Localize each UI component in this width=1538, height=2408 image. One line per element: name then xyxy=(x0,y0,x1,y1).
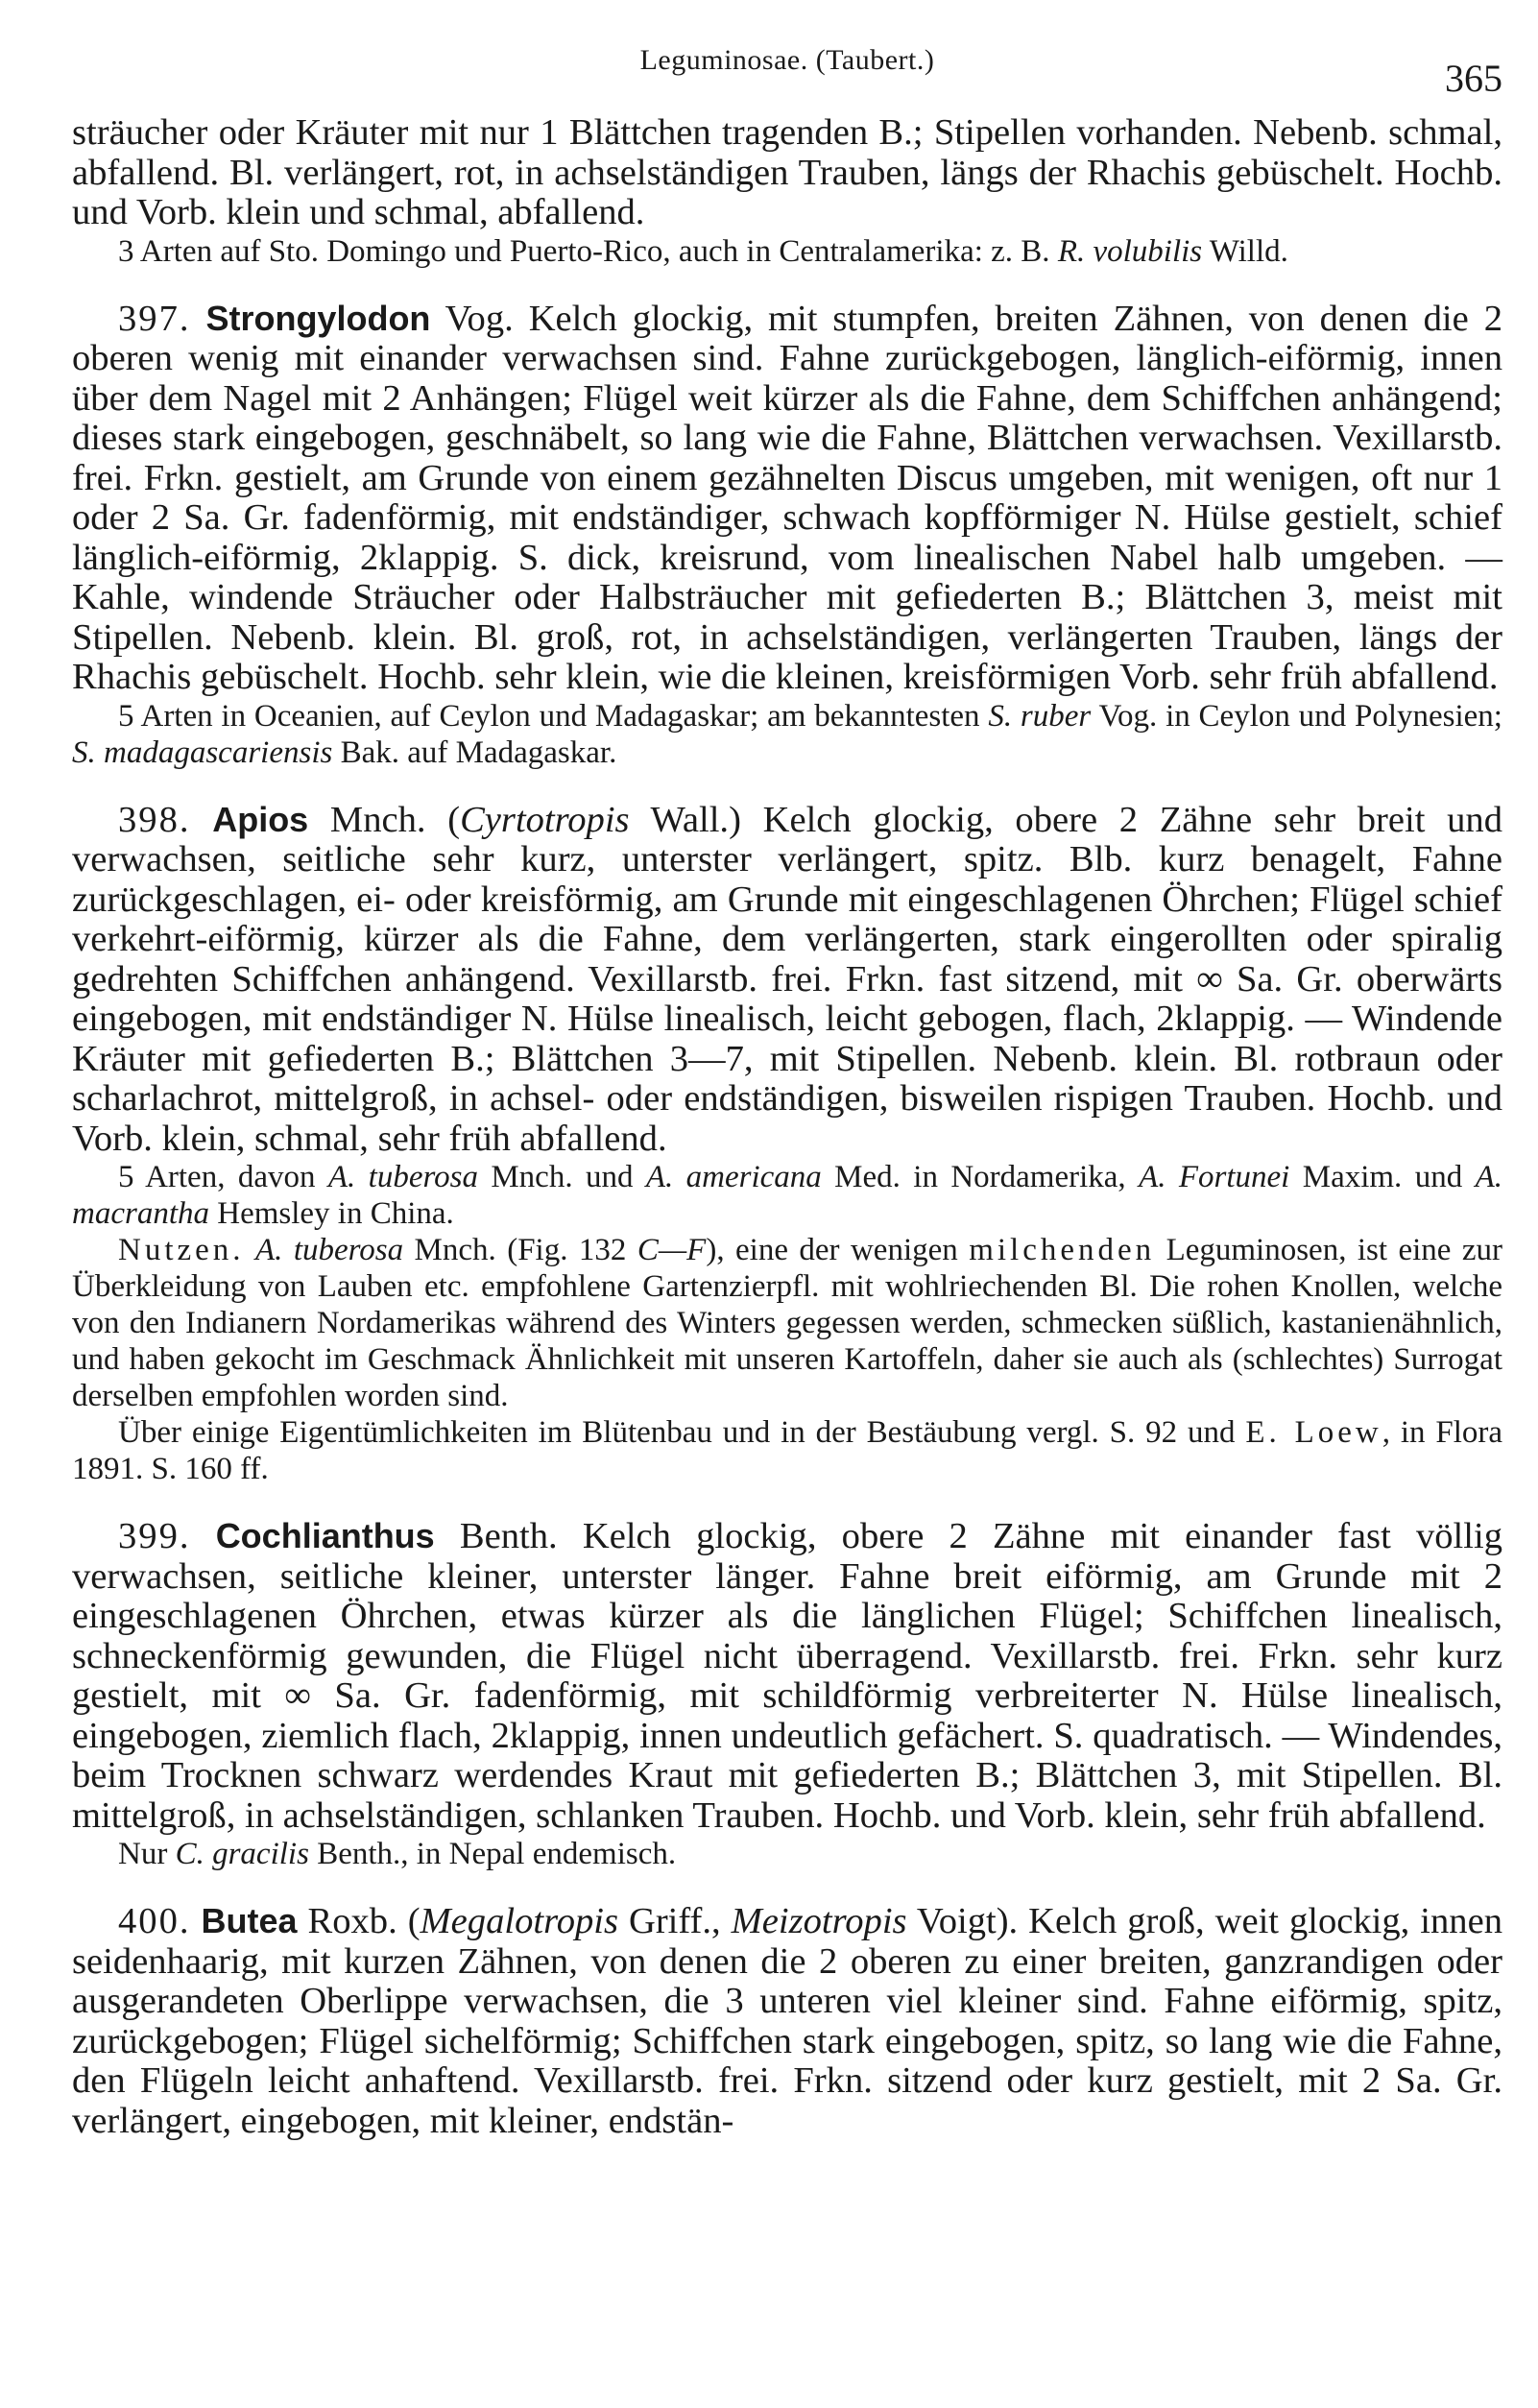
genus-number: 397. xyxy=(118,298,191,339)
note-species-399: Nur C. gracilis Benth., in Nepal endemisch. xyxy=(118,1837,677,1871)
note-reference-398: Über einige Eigentümlichkeiten im Blütenbau und in der Bestäubung vergl. S. 92 und E. Loew, in Flora 1891. S. 160 ff. xyxy=(72,1415,1503,1486)
genus-entry-400: 400. Butea Roxb. (Megalotropis Griff., Meizotropis Voigt). Kelch groß, weit glockig, innen seidenhaarig, mit kurzen Zähnen, von denen die 2 oberen zu einer breiten, ganzrandigen oder ausgerandeten Oberlippe verwachsen, die 3 unteren viel kleiner sind. Fahne eiförmig, spitz, zurückgebogen; Flügel sichelförmig; Schiffchen stark eingebogen, spitz, so lang wie die Fahne, den Flügeln leicht anhaftend. Vexillarstb. frei. Frkn. sitzend oder kurz gestielt, mit 2 Sa. Gr. verlängert, eingebogen, mit kleiner, endstän- xyxy=(72,1901,1503,2141)
genus-number: 398. xyxy=(118,799,191,840)
genus-description: Kelch groß, weit glockig, innen seidenhaarig, mit kurzen Zähnen, von denen die 2 oberen zu einer breiten, ganzrandigen oder ausgerandeten Oberlippe verwachsen, die 3 unteren viel kleiner sind. Fahne eiförmig, spitz, zurückgebogen; Flügel sichelförmig; Schiffchen stark eingebogen, spitz, so lang wie die Fahne, den Flügeln leicht anhaftend. Vexillarstb. frei. Frkn. sitzend oder kurz gestielt, mit 2 Sa. Gr. verlängert, eingebogen, mit kleiner, endstän- xyxy=(72,1901,1503,2141)
page-number: 365 xyxy=(1445,57,1502,100)
genus-description: Kelch glockig, obere 2 Zähne sehr breit und verwachsen, seitliche sehr kurz, unterster verlängert, spitz. Blb. kurz benagelt, Fahne zurückgeschlagen, ei- oder kreisförmig, am Grunde mit eingeschlagenen Öhrchen; Flügel schief verkehrt-eiförmig, kürzer als die Fahne, dem verlängerten, stark eingerollten oder spiralig gedrehten Schiffchen anhängend. Vexillarstb. frei. Frkn. fast sitzend, mit ∞ Sa. Gr. oberwärts eingebogen, mit endständiger N. Hülse linealisch, leicht gebogen, flach, 2klappig. — Windende Kräuter mit gefiederten B.; Blättchen 3—7, mit Stipellen. Nebenb. klein. Bl. rotbraun oder scharlachrot, mittelgroß, in achsel- oder endständigen, bisweilen rispigen Trauben. Hochb. und Vorb. klein, schmal, sehr früh abfallend. xyxy=(72,799,1502,1159)
note-species-397: 5 Arten in Oceanien, auf Ceylon und Madagaskar; am bekanntesten S. ruber Vog. in Ceylon und Polynesien; S. madagascariensis Bak. auf Madagaskar. xyxy=(72,698,1502,770)
usage-label: Nutzen. xyxy=(118,1233,245,1267)
genus-entry-398: 398. Apios Mnch. (Cyrtotropis Wall.) Kelch glockig, obere 2 Zähne sehr breit und verwachsen, seitliche sehr kurz, unterster verlängert, spitz. Blb. kurz benagelt, Fahne zurückgeschlagen, ei- oder kreisförmig, am Grunde mit eingeschlagenen Öhrchen; Flügel schief verkehrt-eiförmig, kürzer als die Fahne, dem verlängerten, stark eingerollten oder spiralig gedrehten Schiffchen anhängend. Vexillarstb. frei. Frkn. fast sitzend, mit ∞ Sa. Gr. oberwärts eingebogen, mit endständiger N. Hülse linealisch, leicht gebogen, flach, 2klappig. — Windende Kräuter mit gefiederten B.; Blättchen 3—7, mit Stipellen. Nebenb. klein. Bl. rotbraun oder scharlachrot, mittelgroß, in achsel- oder endständigen, bisweilen rispigen Trauben. Hochb. und Vorb. klein, schmal, sehr früh abfallend. xyxy=(72,799,1502,1159)
page-header xyxy=(72,36,1502,100)
genus-description: Kelch glockig, mit stumpfen, breiten Zähnen, von denen die 2 oberen wenig mit einander verwachsen sind. Fahne zurückgebogen, länglich-eiförmig, innen über dem Nagel mit 2 Anhängen; Flügel weit kürzer als die Fahne, dem Schiffchen anhängend; dieses stark eingebogen, geschnäbelt, so lang wie die Fahne, Blättchen verwachsen. Vexillarstb. frei. Frkn. gestielt, am Grunde von einem gezähnelten Discus umgeben, mit wenigen, oft nur 1 oder 2 Sa. Gr. fadenförmig, mit endständiger, schwach kopfförmiger N. Hülse gestielt, schief länglich-eiförmig, 2klappig. S. dick, kreisrund, vom linealischen Nabel halb umgeben. — Kahle, windende Sträucher oder Halbsträucher mit gefiederten B.; Blättchen 3, meist mit Stipellen. Nebenb. klein. Bl. groß, rot, in achselständigen, verlängerten Trauben, längs der Rhachis gebüschelt. Hochb. sehr klein, wie die kleinen, kreisförmigen Vorb. sehr früh abfallend. xyxy=(72,298,1502,697)
note-usage-398: Nutzen. A. tuberosa Mnch. (Fig. 132 C—F), eine der wenigen milchenden Leguminosen, ist eine zur Überkleidung von Lauben etc. empfohlene Gartenzierpfl. mit wohlriechenden Bl. Die rohen Knollen, welche von den Indianern Nordamerikas während des Winters gegessen werden, schmecken süßlich, kastanienähnlich, und haben gekocht im Geschmack Ähnlichkeit mit unseren Kartoffeln, daher sie auch als (schlechtes) Surrogat derselben empfohlen worden sind. xyxy=(72,1233,1503,1413)
genus-number: 400. xyxy=(118,1901,191,1941)
paragraph-intro-continuation: sträucher oder Kräuter mit nur 1 Blättchen tragenden B.; Stipellen vorhanden. Nebenb. schmal, abfallend. Bl. verlängert, rot, in achselständigen Trauben, längs der Rhachis gebüschelt. Hochb. und Vorb. klein und schmal, abfallend. xyxy=(72,112,1502,232)
genus-entry-397: 397. Strongylodon Vog. Kelch glockig, mit stumpfen, breiten Zähnen, von denen die 2 oberen wenig mit einander verwachsen sind. Fahne zurückgebogen, länglich-eiförmig, innen über dem Nagel mit 2 Anhängen; Flügel weit kürzer als die Fahne, dem Schiffchen anhängend; dieses stark eingebogen, geschnäbelt, so lang wie die Fahne, Blättchen verwachsen. Vexillarstb. frei. Frkn. gestielt, am Grunde von einem gezähnelten Discus umgeben, mit wenigen, oft nur 1 oder 2 Sa. Gr. fadenförmig, mit endständiger, schwach kopfförmiger N. Hülse gestielt, schief länglich-eiförmig, 2klappig. S. dick, kreisrund, vom linealischen Nabel halb umgeben. — Kahle, windende Sträucher oder Halbsträucher mit gefiederten B.; Blättchen 3, meist mit Stipellen. Nebenb. klein. Bl. groß, rot, in achselständigen, verlängerten Trauben, längs der Rhachis gebüschelt. Hochb. sehr klein, wie die kleinen, kreisförmigen Vorb. sehr früh abfallend. xyxy=(72,298,1502,697)
genus-name: Butea xyxy=(201,1901,298,1940)
note-species-intro: 3 Arten auf Sto. Domingo und Puerto-Rico, auch in Centralamerika: z. B. R. volubilis Willd. xyxy=(118,233,1288,269)
genus-number: 399. xyxy=(118,1516,191,1556)
genus-name: Cochlianthus xyxy=(215,1516,435,1555)
genus-name: Apios xyxy=(212,799,309,839)
running-head: Leguminosae. (Taubert.) xyxy=(639,44,935,76)
genus-description: Kelch glockig, obere 2 Zähne mit einander fast völlig verwachsen, seitliche kleiner, unterster länger. Fahne breit eiförmig, am Grunde mit 2 eingeschlagenen Öhrchen, etwas kürzer als die länglichen Flügel; Schiffchen linealisch, schneckenförmig gewunden, die Flügel nicht überragend. Vexillarstb. frei. Frkn. sehr kurz gestielt, mit ∞ Sa. Gr. fadenförmig, mit schildförmig verbreiterter N. Hülse linealisch, eingebogen, ziemlich flach, 2klappig, innen undeutlich gefächert. S. quadratisch. — Windendes, beim Trocknen schwarz werdendes Kraut mit gefiederten B.; Blättchen 3, mit Stipellen. Bl. mittelgroß, in achselständigen, schlanken Trauben. Hochb. und Vorb. klein, sehr früh abfallend. xyxy=(72,1516,1502,1836)
genus-name: Strongylodon xyxy=(205,298,431,338)
page-content xyxy=(72,113,1502,2141)
note-species-398: 5 Arten, davon A. tuberosa Mnch. und A. americana Med. in Nordamerika, A. Fortunei Maxim. und A. macrantha Hemsley in China. xyxy=(72,1160,1502,1231)
genus-entry-399: 399. Cochlianthus Benth. Kelch glockig, obere 2 Zähne mit einander fast völlig verwachsen, seitliche kleiner, unterster länger. Fahne breit eiförmig, am Grunde mit 2 eingeschlagenen Öhrchen, etwas kürzer als die länglichen Flügel; Schiffchen linealisch, schneckenförmig gewunden, die Flügel nicht überragend. Vexillarstb. frei. Frkn. sehr kurz gestielt, mit ∞ Sa. Gr. fadenförmig, mit schildförmig verbreiterter N. Hülse linealisch, eingebogen, ziemlich flach, 2klappig, innen undeutlich gefächert. S. quadratisch. — Windendes, beim Trocknen schwarz werdendes Kraut mit gefiederten B.; Blättchen 3, mit Stipellen. Bl. mittelgroß, in achselständigen, schlanken Trauben. Hochb. und Vorb. klein, sehr früh abfallend. xyxy=(72,1516,1502,1836)
